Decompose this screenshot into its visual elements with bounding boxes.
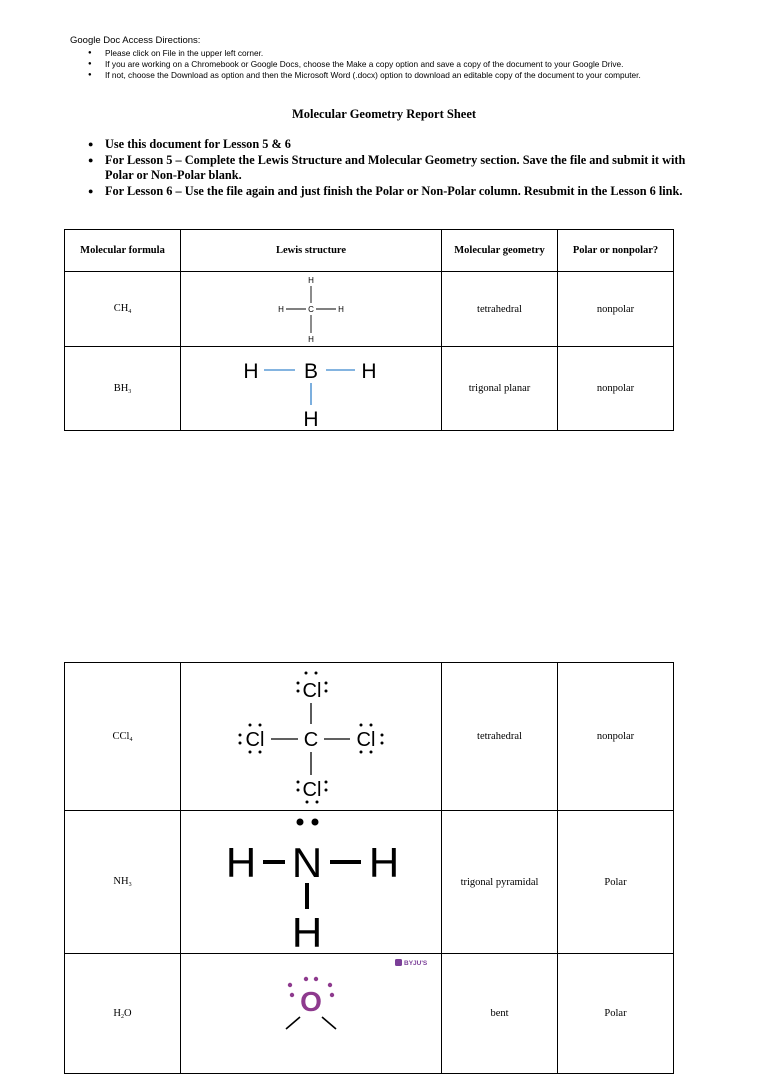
atom-cl-bottom: Cl [302,778,322,801]
lewis-structure-h2o [181,954,442,1074]
lesson-instructions-list [87,137,687,199]
bond-line [286,1017,300,1029]
molecule-table-page-2 [64,662,674,1074]
atom-h-right: H [368,839,400,886]
atom-b-center: B [303,359,319,383]
atom-h-left: H [278,305,284,314]
atom-h-right: H [361,359,377,383]
atom-o-center: O [300,985,322,1017]
lewis-structure-ccl4 [181,663,442,811]
byjus-logo [395,959,428,967]
atom-h-bottom: H [303,407,319,429]
formula-cell: CCl$_4$ [65,663,181,811]
atom-h-right: H [338,305,344,314]
access-item: ● If you are working on a Chromebook or Google Docs, choose the Make a copy option and save a copy of the document to your Google Drive. [88,59,703,70]
lewis-structure-ch4 [181,272,442,347]
atom-h-left: H [225,839,257,886]
polarity-cell: Polar [558,811,674,954]
formula-cell: $H_2O$ [65,954,181,1074]
lesson-item: ● Use this document for Lesson 5 & 6 [87,137,687,153]
atom-h-top: H [308,276,314,285]
table-row [65,347,674,431]
access-directions-title: Google Doc Access Directions: [70,35,201,46]
atom-cl-right: Cl [356,728,376,751]
lewis-structure-nh3 [181,811,442,954]
atom-n-center: N [291,839,323,886]
geometry-cell: tetrahedral [442,663,558,811]
atom-c-center: C [303,728,319,751]
header-lewis-structure: Lewis structure [181,230,442,272]
lewis-diagram-nh3 [211,813,411,951]
atom-h-bottom: H [291,909,323,951]
lewis-diagram-ccl4 [236,667,386,807]
atom-h-left: H [243,359,259,383]
table-row [65,954,674,1074]
atom-cl-top: Cl [302,679,322,702]
access-item: ● Please click on File in the upper left corner. [88,48,703,59]
geometry-cell: trigonal pyramidal [442,811,558,954]
lewis-structure-bh3 [181,347,442,431]
header-molecular-geometry: Molecular geometry [442,230,558,272]
atom-cl-left: Cl [245,728,265,751]
header-polarity: Polar or nonpolar? [558,230,674,272]
formula-cell: $BH_3$ [65,347,181,431]
formula-cell: $NH_3$ [65,811,181,954]
table-row [65,811,674,954]
report-title: Molecular Geometry Report Sheet [291,107,477,121]
polarity-cell: nonpolar [558,272,674,347]
polarity-cell: Polar [558,954,674,1074]
geometry-cell: tetrahedral [442,272,558,347]
atom-h-bottom: H [308,335,314,344]
lewis-diagram-ch4 [251,273,371,345]
molecule-table-page-1 [64,229,674,431]
polarity-cell: nonpolar [558,347,674,431]
bond-line [322,1017,336,1029]
formula-cell: $CH_4$ [65,272,181,347]
geometry-cell: bent [442,954,558,1074]
access-item: ● If not, choose the Download as option and then the Microsoft Word (.docx) option to download an editable copy of the document to your computer. [88,70,703,81]
svg-text:BYJU'S: BYJU'S [404,959,428,967]
table-row [65,663,674,811]
polarity-cell: nonpolar [558,663,674,811]
atom-c-center: C [308,305,314,314]
lewis-diagram-bh3 [231,349,391,429]
geometry-cell: trigonal planar [442,347,558,431]
lone-pair-dots [297,819,319,826]
table-row [65,272,674,347]
header-molecular-formula: Molecular formula [65,230,181,272]
lewis-diagram-h2o [186,955,436,1073]
lesson-item: ● For Lesson 6 – Use the file again and just finish the Polar or Non-Polar column. Resubmit in the Lesson 6 link. [87,184,687,200]
lesson-item: ● For Lesson 5 – Complete the Lewis Structure and Molecular Geometry section. Save the file and submit it with Polar or Non-Polar blank. [87,153,687,184]
access-directions-list [88,48,703,80]
table-header-row [65,230,674,272]
